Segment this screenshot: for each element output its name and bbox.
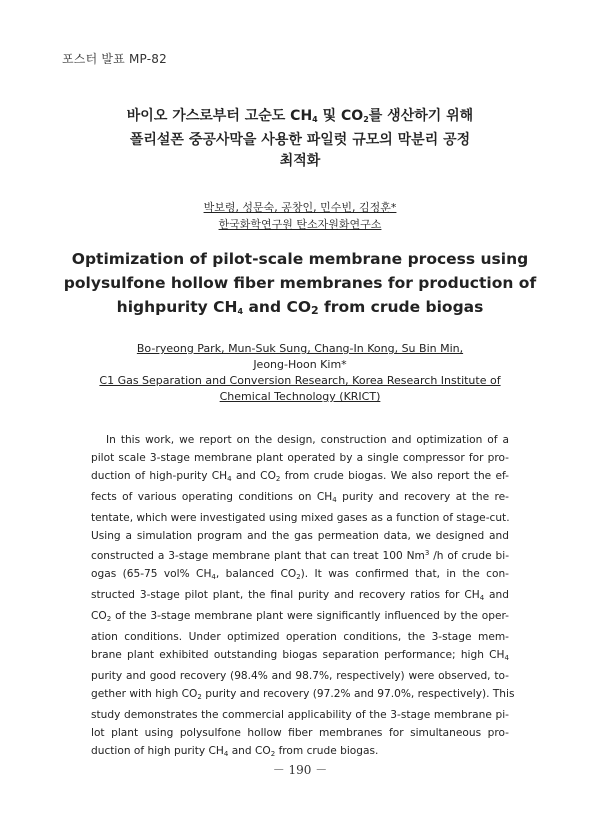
abstract-line: Using a simulation program and the gas permeation data, we designed and: [91, 529, 509, 542]
korean-affiliation: 한국화학연구원 탄소자원화연구소: [218, 218, 382, 231]
korean-title-line-3: 최적화: [279, 153, 321, 169]
english-authors: [0, 341, 600, 405]
english-title: [0, 247, 600, 324]
abstract-line: study demonstrates the commercial applicability of the 3-stage membrane pi-: [91, 708, 509, 721]
english-affiliation-line-1: C1 Gas Separation and Conversion Research, Korea Research Institute of: [99, 374, 501, 387]
abstract-line: gether with high CO2 purity and recovery (97.2% and 97.0%, respectively). This: [91, 687, 515, 701]
abstract-line: duction of high-purity CH4 and CO2 from crude biogas. We also report the ef-: [91, 469, 509, 483]
session-label: 포스터 발표 MP-82: [62, 52, 167, 66]
english-author-line-2: Jeong-Hoon Kim*: [253, 358, 347, 371]
abstract-line: CO2 of the 3-stage membrane plant were significantly influenced by the oper-: [91, 610, 509, 624]
abstract-line: brane plant exhibited outstanding biogas separation performance; high CH4: [91, 648, 509, 662]
english-affiliation-line-2: Chemical Technology (KRICT): [219, 390, 381, 403]
abstract-line: constructed a 3-stage membrane plant that can treat 100 Nm$^3$ /h of crude bi-: [91, 549, 510, 563]
english-author-line-1: Bo-ryeong Park, Mun-Suk Sung, Chang-In Kong, Su Bin Min,: [136, 342, 464, 355]
abstract-line: ation conditions. Under optimized operation conditions, the 3-stage mem-: [91, 631, 509, 644]
abstract-line: In this work, we report on the design, construction and optimization of a: [106, 434, 509, 446]
abstract-line: tentate, which were investigated using mixed gases as a function of stage-cut.: [91, 511, 510, 524]
abstract-body: [91, 432, 515, 763]
english-title-line-2: polysulfone hollow fiber membranes for production of: [63, 274, 537, 292]
korean-title-line-1: 바이오 가스로부터 고순도 $CH_4$ 및 $CO_2$를 생산하기 위해: [126, 108, 474, 124]
abstract-line: lot plant using polysulfone hollow fiber membranes for simultaneous pro-: [91, 726, 509, 739]
abstract-line: purity and good recovery (98.4% and 98.7%, respectively) were observed, to-: [91, 669, 509, 682]
abstract-line: fects of various operating conditions on CH4 purity and recovery at the re-: [91, 490, 509, 504]
korean-title-line-2: 폴리설폰 중공사막을 사용한 파일럿 규모의 막분리 공정: [129, 132, 471, 148]
english-title-line-3: highpurity $CH_4$ and CO2 from crude biogas: [116, 298, 484, 317]
korean-title: [0, 106, 600, 172]
abstract-line: structed 3-stage pilot plant, the final purity and recovery ratios for CH4 and: [91, 589, 509, 603]
korean-author-names: 박보령, 성문숙, 공창인, 민수빈, 김정훈*: [203, 201, 397, 214]
page-number: － 190 －: [272, 763, 328, 777]
english-title-line-1: Optimization of pilot-scale membrane process using: [71, 250, 529, 268]
korean-authors: [0, 199, 600, 233]
abstract-line: pilot scale 3-stage membrane plant operated by a single compressor for pro-: [91, 451, 509, 464]
abstract-line: duction of high purity CH4 and CO2 from crude biogas.: [91, 744, 379, 758]
abstract-line: ogas (65-75 vol% CH4, balanced CO2). It was confirmed that, in the con-: [91, 568, 510, 582]
